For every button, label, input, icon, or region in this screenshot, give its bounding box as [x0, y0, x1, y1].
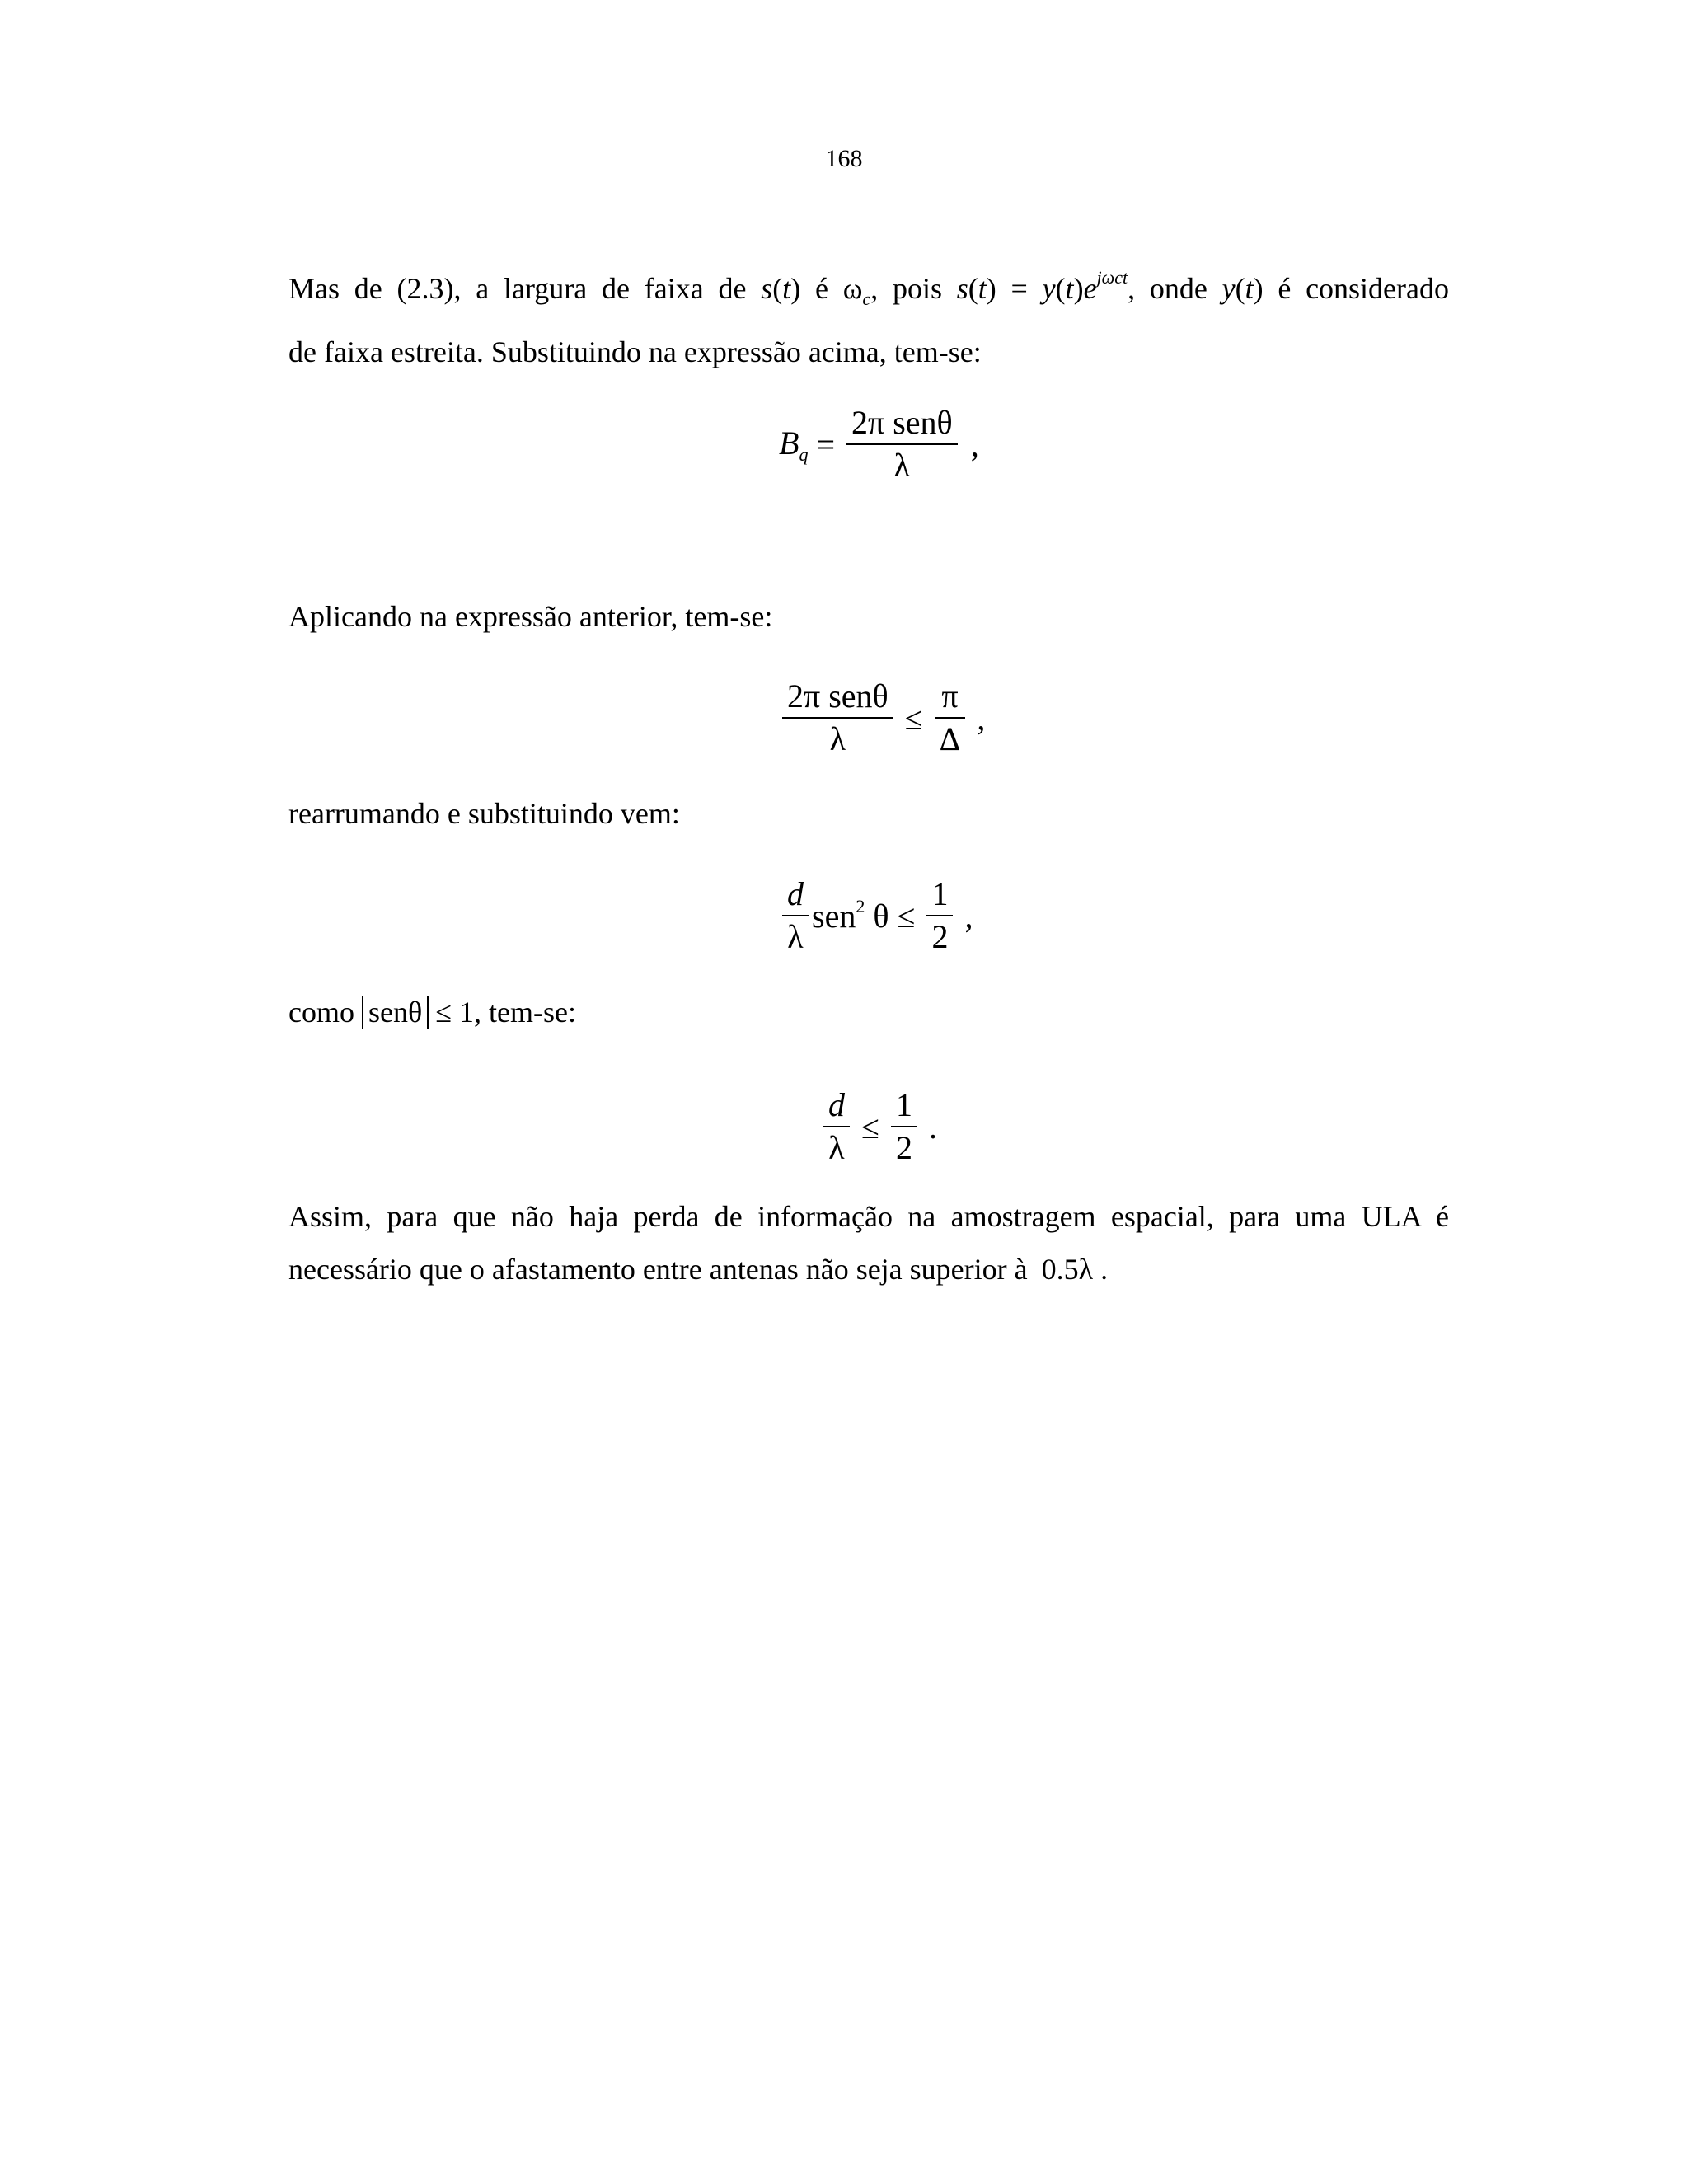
- math-s-of-t: s(t): [761, 272, 801, 305]
- paragraph-conclusion: [288, 1190, 1449, 1296]
- equation-bq: [779, 404, 979, 485]
- eq1-punct: ,: [970, 425, 979, 463]
- equation-inequality-pi: [779, 677, 985, 758]
- math-y-of-t: y(t): [1221, 272, 1264, 305]
- conclusion-line-1: Assim, para que não haja perda de informação na amostragem espacial, para uma ULA é: [288, 1200, 1449, 1233]
- paragraph-line-1: Mas de (2.3), a largura de faixa de s(t) é $\omega_c$, pois $s(t) = y(t)e^{j\omega ct}$, onde y(t) é considerado: [288, 267, 1450, 309]
- paragraph-since: como senθ ≤ 1, tem-se:: [288, 996, 576, 1029]
- eq3-punct: ,: [964, 897, 973, 935]
- eq4-fraction-left: $\frac{d}{\lambda}$: [823, 1086, 850, 1167]
- eq2-operator: ≤: [904, 699, 923, 737]
- eq2-fraction-right: $\frac{\pi}{\Delta}$: [935, 677, 966, 758]
- eq1-operator: =: [816, 425, 835, 463]
- eq4-punct: .: [928, 1108, 937, 1146]
- page-number: 168: [825, 145, 863, 172]
- equation-sen-squared: [779, 875, 973, 956]
- math-omega-c: $\omega_c$: [842, 272, 871, 309]
- eq2-punct: ,: [977, 699, 986, 737]
- eq3-fraction-right: $\frac{1}{2}$: [926, 875, 953, 956]
- conclusion-line-2: necessário que o afastamento entre antenas não seja superior à 0.5λ .: [288, 1253, 1109, 1286]
- eq3-sen-squared-theta: sen$^2$ θ: [812, 896, 889, 935]
- eq1-lhs: $B_q$: [779, 424, 809, 465]
- paragraph-line-2: de faixa estreita. Substituindo na expressão acima, tem-se:: [288, 335, 982, 368]
- eq4-fraction-right: $\frac{1}{2}$: [891, 1086, 917, 1167]
- math-le-one: ≤ 1: [435, 996, 474, 1029]
- math-half-lambda: 0.5λ: [1041, 1253, 1094, 1286]
- paragraph-applying: Aplicando na expressão anterior, tem-se:: [288, 600, 773, 633]
- paragraph-bandwidth: [288, 251, 1449, 378]
- paragraph-rearranging: rearrumando e substituindo vem:: [288, 797, 680, 830]
- eq3-fraction-left: $\frac{d}{\lambda}$: [782, 875, 809, 956]
- eq3-operator: ≤: [897, 897, 916, 935]
- math-signal-equation: $s(t) = y(t)e^{j\omega ct}$: [956, 267, 1128, 305]
- eq2-fraction-left: $\frac{\text{2π senθ}}{\lambda}$: [782, 677, 893, 758]
- eq4-operator: ≤: [861, 1108, 879, 1146]
- equation-d-lambda: [820, 1086, 937, 1167]
- math-abs-sen-theta: senθ: [362, 996, 429, 1029]
- eq1-fraction: $\frac{\text{2π senθ}}{\lambda}$: [846, 404, 958, 485]
